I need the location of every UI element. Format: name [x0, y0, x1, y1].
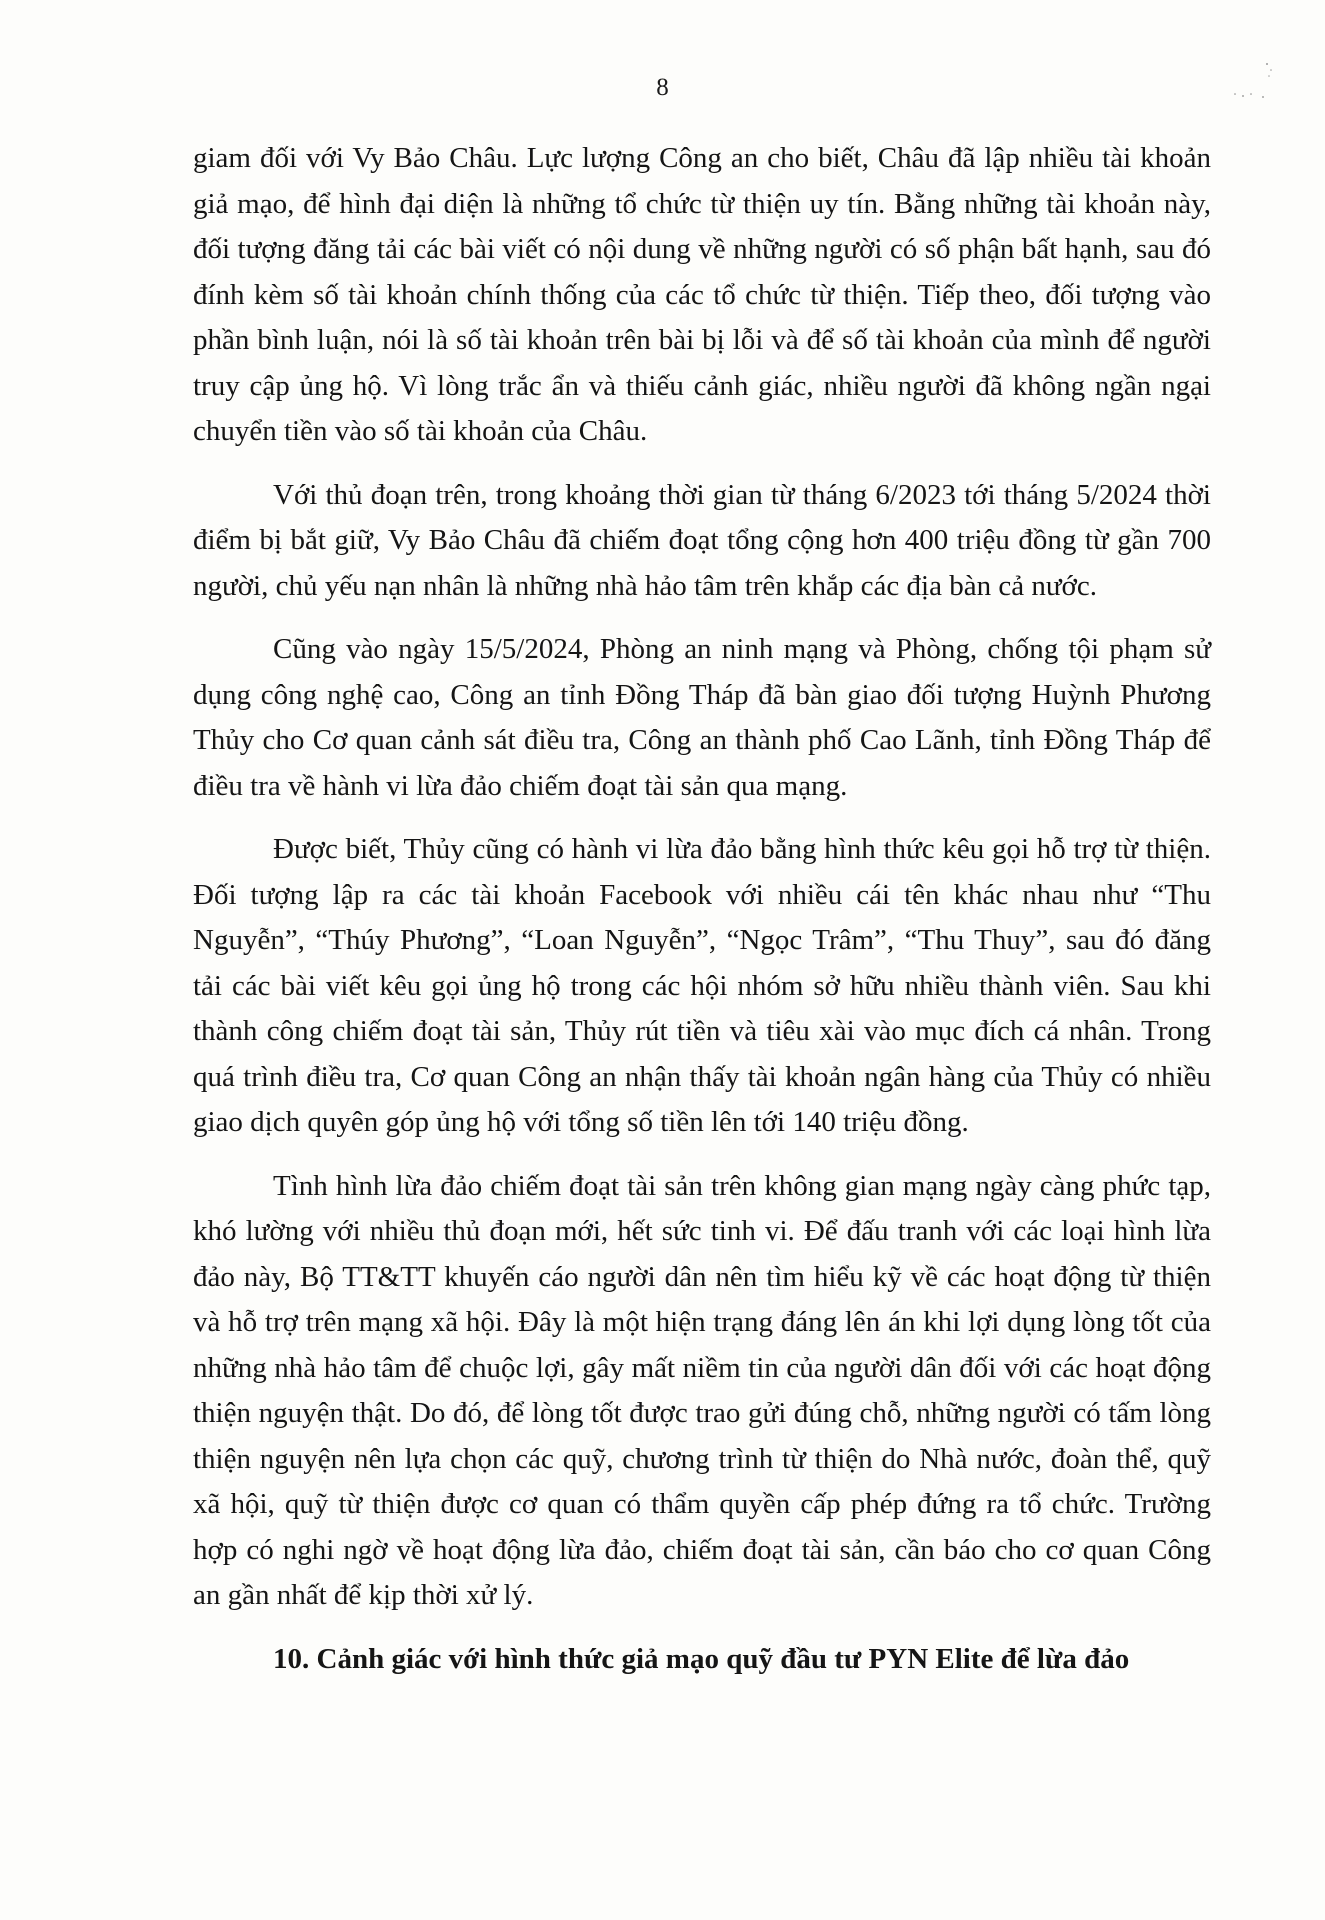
scan-noise-marks: [1227, 60, 1277, 130]
body-text: [193, 136, 1211, 1682]
paragraph: Tình hình lừa đảo chiếm đoạt tài sản trên không gian mạng ngày càng phức tạp, khó lường với nhiều thủ đoạn mới, hết sức tinh vi. Để đấu tranh với các loại hình lừa đảo này, Bộ TT&TT khuyến cáo người dân nên tìm hiểu kỹ về các hoạt động từ thiện và hỗ trợ trên mạng xã hội. Đây là một hiện trạng đáng lên án khi lợi dụng lòng tốt của những nhà hảo tâm để chuộc lợi, gây mất niềm tin của người dân đối với các hoạt động thiện nguyện thật. Do đó, để lòng tốt được trao gửi đúng chỗ, những người có tấm lòng thiện nguyện nên lựa chọn các quỹ, chương trình từ thiện do Nhà nước, đoàn thể, quỹ xã hội, quỹ từ thiện được cơ quan có thẩm quyền cấp phép đứng ra tổ chức. Trường hợp có nghi ngờ về hoạt động lừa đảo, chiếm đoạt tài sản, cần báo cho cơ quan Công an gần nhất để kịp thời xử lý.: [193, 1169, 1211, 1611]
section-heading: 10. Cảnh giác với hình thức giả mạo quỹ đầu tư PYN Elite để lừa đảo: [273, 1642, 1130, 1675]
paragraph: Với thủ đoạn trên, trong khoảng thời gian từ tháng 6/2023 tới tháng 5/2024 thời điểm bị bắt giữ, Vy Bảo Châu đã chiếm đoạt tổng cộng hơn 400 triệu đồng từ gần 700 người, chủ yếu nạn nhân là những nhà hảo tâm trên khắp các địa bàn cả nước.: [193, 478, 1211, 602]
paragraph: Cũng vào ngày 15/5/2024, Phòng an ninh mạng và Phòng, chống tội phạm sử dụng công nghệ cao, Công an tỉnh Đồng Tháp đã bàn giao đối tượng Huỳnh Phương Thủy cho Cơ quan cảnh sát điều tra, Công an thành phố Cao Lãnh, tỉnh Đồng Tháp để điều tra về hành vi lừa đảo chiếm đoạt tài sản qua mạng.: [193, 633, 1211, 802]
paragraph-continuation: giam đối với Vy Bảo Châu. Lực lượng Công an cho biết, Châu đã lập nhiều tài khoản giả mạo, để hình đại diện là những tổ chức từ thiện uy tín. Bằng những tài khoản này, đối tượng đăng tải các bài viết có nội dung về những người có số phận bất hạnh, sau đó đính kèm số tài khoản chính thống của các tổ chức từ thiện. Tiếp theo, đối tượng vào phần bình luận, nói là số tài khoản trên bài bị lỗi và để số tài khoản của mình để người truy cập ủng hộ. Vì lòng trắc ẩn và thiếu cảnh giác, nhiều người đã không ngần ngại chuyển tiền vào số tài khoản của Châu.: [193, 142, 1211, 447]
paragraph: Được biết, Thủy cũng có hành vi lừa đảo bằng hình thức kêu gọi hỗ trợ từ thiện. Đối tượng lập ra các tài khoản Facebook với nhiều cái tên khác nhau như “Thu Nguyễn”, “Thúy Phương”, “Loan Nguyễn”, “Ngọc Trâm”, “Thu Thuy”, sau đó đăng tải các bài viết kêu gọi ủng hộ trong các hội nhóm sở hữu nhiều thành viên. Sau khi thành công chiếm đoạt tài sản, Thủy rút tiền và tiêu xài vào mục đích cá nhân. Trong quá trình điều tra, Cơ quan Công an nhận thấy tài khoản ngân hàng của Thủy có nhiều giao dịch quyên góp ủng hộ với tổng số tiền lên tới 140 triệu đồng.: [193, 833, 1211, 1138]
page-number: 8: [656, 74, 669, 101]
